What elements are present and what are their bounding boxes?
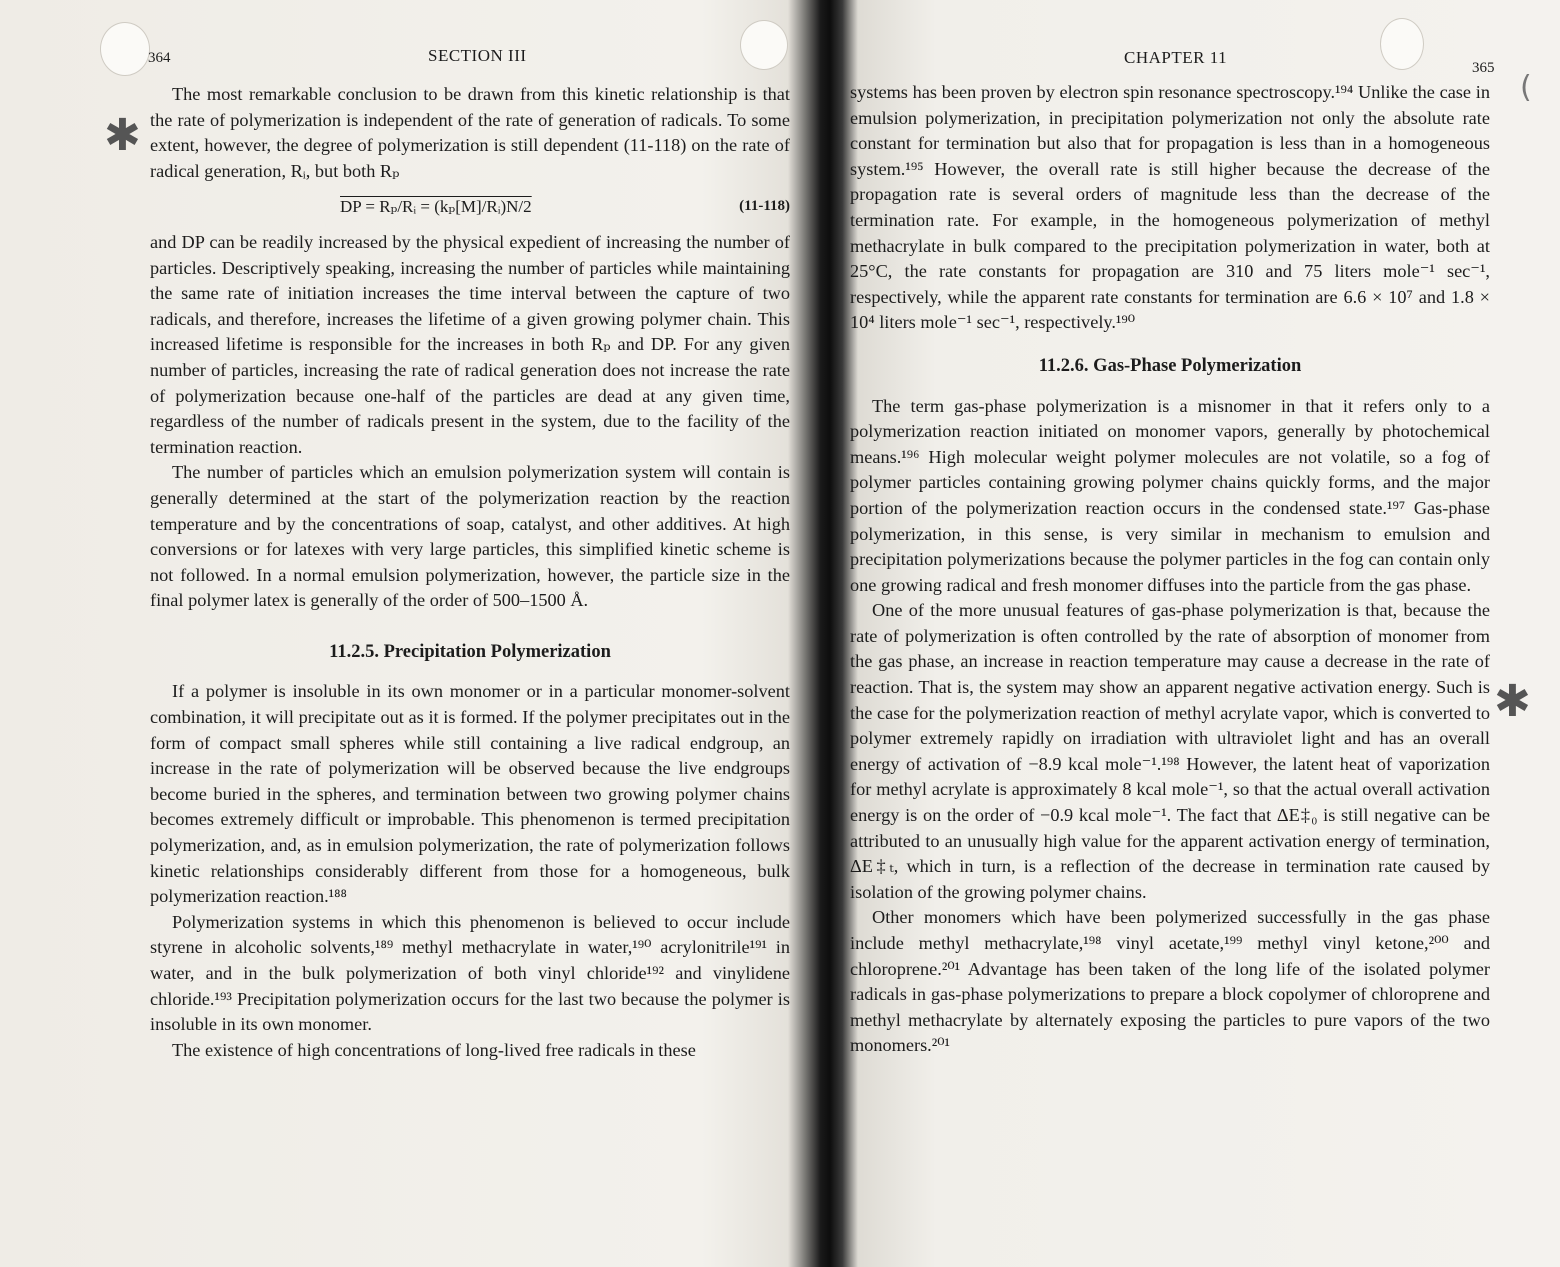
page-number: 364 xyxy=(148,50,171,66)
binder-hole-left xyxy=(100,22,150,76)
binder-hole-center-right xyxy=(1380,18,1424,70)
paragraph: The number of particles which an emulsion polymerization system will contain is generally determined at the start of the polymerization reaction by the reaction temperature and by the concentrations of soap, catalyst, and other additives. At high conversions or for latexes with very large particles, this simplified kinetic scheme is not followed. In a normal emulsion polymerization, however, the particle size in the final polymer latex is generally of the order of 500–1500 Å. xyxy=(150,462,790,611)
paragraph: The existence of high concentrations of long-lived free radicals in these xyxy=(172,1039,696,1060)
equation-number: (11-118) xyxy=(739,198,790,215)
equation: DP = Rₚ/Rᵢ = (kₚ[M]/Rᵢ)N/2 xyxy=(340,197,532,217)
margin-star-left: ✱ xyxy=(104,110,141,161)
paragraph: Other monomers which have been polymerized successfully in the gas phase include methyl methacrylate,¹⁹⁸ vinyl acetate,¹⁹⁹ methyl vinyl ketone,²⁰⁰ and chloroprene.²⁰¹ Advantage has been taken of the long life of the isolated polymer radicals in gas-phase polymerizations to prepare a block copolymer of chloroprene and methyl methacrylate by alternately exposing the particles to pure vapors of the two monomers.²⁰¹ xyxy=(850,907,1490,1056)
right-body xyxy=(850,80,1490,1059)
equation-block xyxy=(150,194,790,220)
binder-hole-center-left xyxy=(740,20,788,70)
margin-star-right: ✱ xyxy=(1494,676,1531,727)
left-body xyxy=(150,82,790,1063)
paragraph: The most remarkable conclusion to be drawn from this kinetic relationship is that the rate of polymerization is independent of the rate of generation of radicals. To some extent, however, the degree of polymerization is still dependent (11-118) on the rate of radical generation, Rᵢ, but both Rₚ xyxy=(150,84,790,181)
paragraph: systems has been proven by electron spin resonance spectroscopy.¹⁹⁴ Unlike the case in emulsion polymerization, in precipitation polymerization not only the absolute rate constant for termination but also that for propagation is less than in a homogeneous system.¹⁹⁵ However, the overall rate is still higher because the decrease of the propagation rate is several orders of magnitude less than the decrease of the termination rate. For example, in the homogeneous polymerization of methyl methacrylate in bulk compared to the precipitation polymerization in water, both at 25°C, the rate constants for propagation are 310 and 75 liters mole⁻¹ sec⁻¹, respectively, while the apparent rate constants for termination are 6.6 × 10⁷ and 1.8 × 10⁴ liters mole⁻¹ sec⁻¹, respectively.¹⁹⁰ xyxy=(850,82,1490,333)
paragraph: and DP can be readily increased by the physical expedient of increasing the number of particles. Descriptively speaking, increasing the number of particles while maintaining the same rate of initiation increases the time interval between the capture of two radicals, and therefore, increases the lifetime of a given growing polymer chain. This increased lifetime is responsible for the increases in both Rₚ and DP. For any given number of particles, increasing the rate of radical generation does not increase the rate of polymerization because one-half of the particles are dead at any given time, regardless of the number of radicals present in the system, due to the facility of the termination reaction. xyxy=(150,231,790,457)
paragraph: The term gas-phase polymerization is a misnomer in that it refers only to a polymerization reaction initiated on monomer vapors, generally by photochemical means.¹⁹⁶ High molecular weight polymer molecules are not volatile, so a fog of polymer particles containing growing polymer chains quickly forms, and the major portion of the polymerization reaction occurs in the condensed state.¹⁹⁷ Gas-phase polymerization, in this sense, is very similar in mechanism to emulsion and precipitation polymerizations because the polymer particles in the fog can contain only one growing radical and fresh monomer diffuses into the particle from the gas phase. xyxy=(850,395,1490,595)
paragraph: One of the more unusual features of gas-phase polymerization is that, because the rate of polymerization is often controlled by the rate of absorption of monomer from the gas phase, an increase in reaction temperature may cause a decrease in the rate of reaction. That is, the system may show an apparent negative activation energy. Such is the case for the polymerization reaction of methyl acrylate vapor, which is converted to polymer extremely rapidly on irradiation with ultraviolet light and has an overall energy of activation of −8.9 kcal mole⁻¹.¹⁹⁸ However, the latent heat of vaporization for methyl acrylate is approximately 8 kcal mole⁻¹, so that the actual overall activation energy is on the order of −0.9 kcal mole⁻¹. The fact that ΔE‡₀ is still negative can be attributed to an unusually high value for the apparent activation energy of termination, ΔE‡ₜ, which in turn, is a reflection of the decrease in termination rate caused by isolation of the growing polymer chains. xyxy=(850,600,1490,902)
paragraph: Polymerization systems in which this phenomenon is believed to occur include styrene in alcoholic solvents,¹⁸⁹ methyl methacrylate in water,¹⁹⁰ acrylonitrile¹⁹¹ in water, and in the bulk polymerization of both vinyl chloride¹⁹² and vinylidene chloride.¹⁹³ Precipitation polymerization occurs for the last two because the polymer is insoluble in its own monomer. xyxy=(150,911,790,1035)
paragraph: If a polymer is insoluble in its own monomer or in a particular monomer-solvent combination, it will precipitate out as it is formed. If the polymer precipitates out in the form of compact small spheres while still containing a live radical endgroup, an increase in the rate of polymerization will be observed because the live endgroups become buried in the spheres, and termination between two growing polymer chains becomes extremely difficult or improbable. This phenomenon is termed precipitation polymerization, and, as in emulsion polymerization, the rate of polymerization follows kinetic relationships considerably different from those for a homogeneous, bulk polymerization reaction.¹⁸⁸ xyxy=(150,681,790,907)
section-heading: 11.2.6. Gas-Phase Polymerization xyxy=(1038,355,1302,376)
pencil-mark-icon: ( xyxy=(1520,70,1532,105)
running-head: CHAPTER 11 xyxy=(1124,48,1228,67)
section-heading: 11.2.5. Precipitation Polymerization xyxy=(329,641,611,662)
running-head: SECTION III xyxy=(428,46,527,65)
page-number: 365 xyxy=(1472,60,1495,76)
